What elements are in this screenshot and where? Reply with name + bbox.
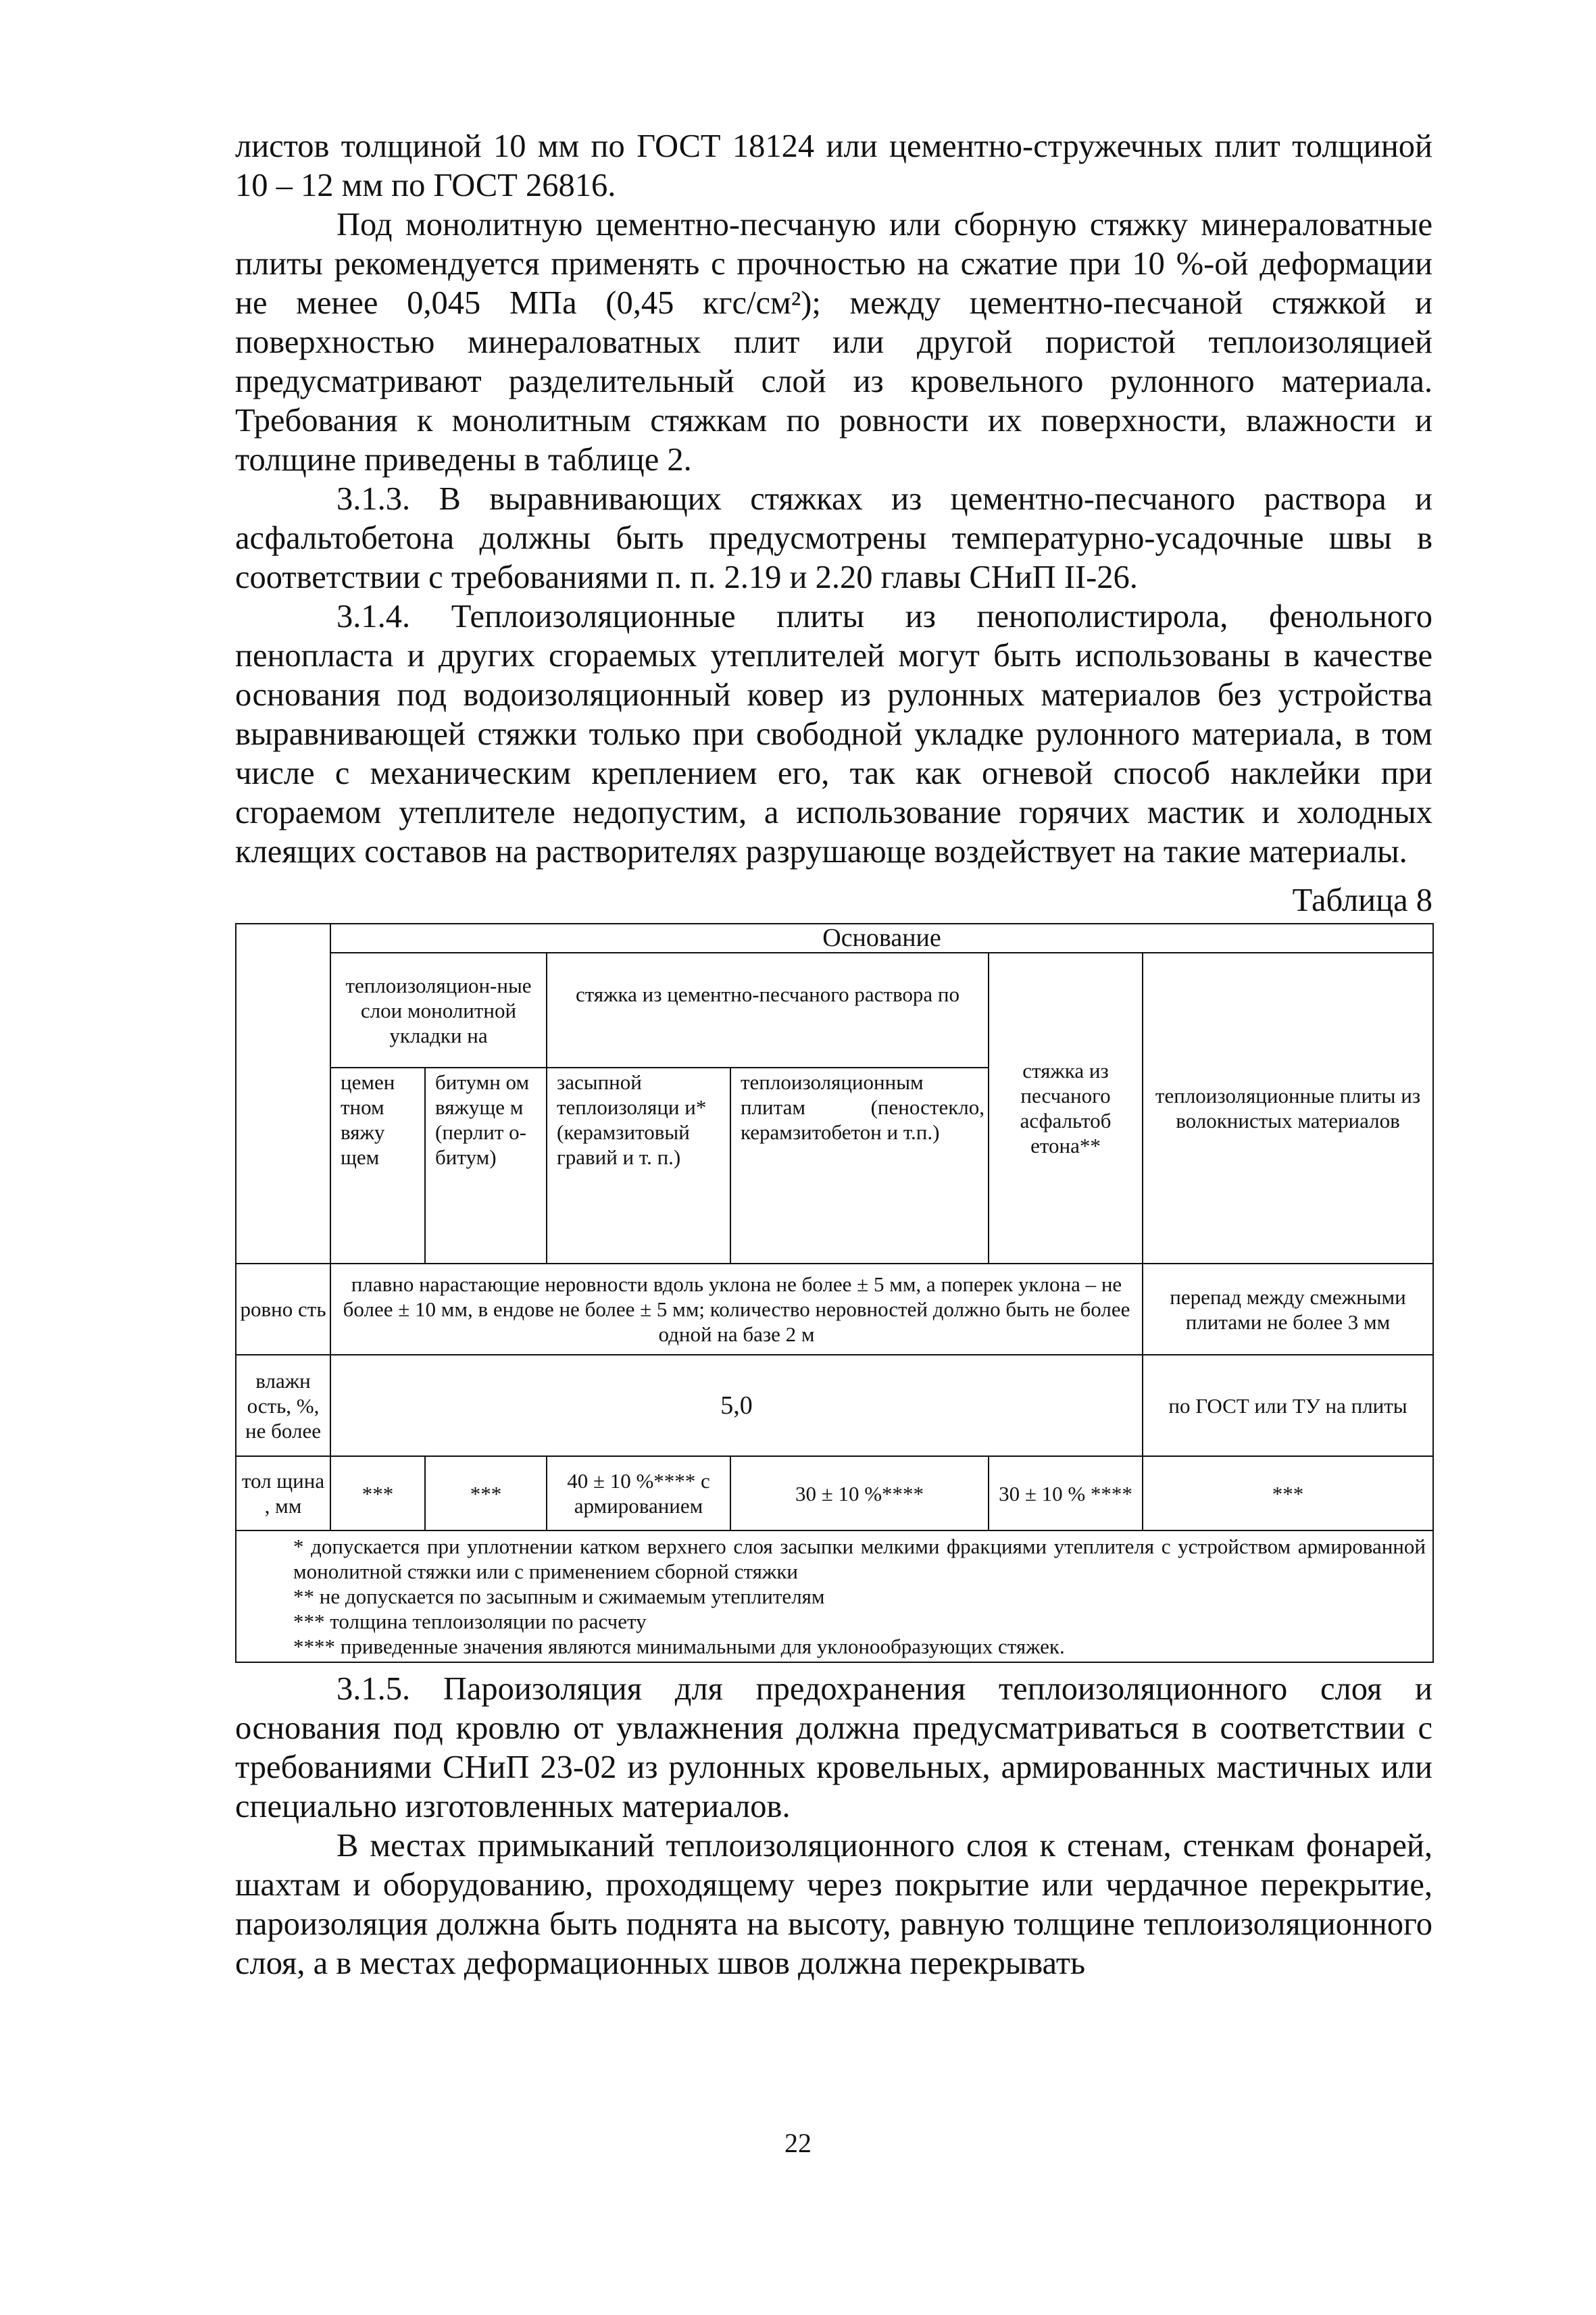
table-notes <box>236 1530 1433 1662</box>
header-monolit: теплоизоляцион-ные слои монолитной укладки на <box>330 953 547 1068</box>
sub-plity: теплоизоляционным плитам (пеностекло, керамзитобетон и т.п.) <box>730 1068 989 1264</box>
requirements-table <box>235 923 1434 1663</box>
header-volokno: теплоизоляционные плиты из волокнистых материалов <box>1143 953 1433 1264</box>
tolshina-bitum: *** <box>425 1456 547 1530</box>
row-label-tolshina: тол щина , мм <box>236 1456 330 1530</box>
note-3: *** толщина теплоизоляции по расчету <box>293 1610 647 1633</box>
tolshina-asfalt: 30 ± 10 % **** <box>989 1456 1143 1530</box>
header-osnovanie: Основание <box>330 924 1433 953</box>
vlazhnost-volokno: по ГОСТ или ТУ на плиты <box>1143 1355 1433 1456</box>
paragraph-primykaniya: В местах примыканий теплоизоляционного слоя к стенам, стенкам фонарей, шахтам и оборудованию, проходящему через покрытие или чердачное перекрытие, пароизоляция должна быть поднята на высоту, равную толщине теплоизоляционного слоя, а в местах деформационных швов должна перекрывать <box>235 1828 1432 1981</box>
header-styazhka-cp: стяжка из цементно-песчаного раствора по <box>547 953 989 1068</box>
tolshina-zasyp: 40 ± 10 %**** с армированием <box>547 1456 730 1530</box>
paragraph-3-1-4: 3.1.4. Теплоизоляционные плиты из пенополистирола, фенольного пенопласта и других сгораемых утеплителей могут быть использованы в качестве основания под водоизоляционный ковер из рулонных материалов без устройства выравнивающей стяжки только при свободной укладке рулонного материала, в том числе с механическим креплением его, так как огневой способ наклейки при сгораемом утеплителе недопустим, а использование горячих мастик и холодных клеящих составов на растворителях разрушающе воздействует на такие материалы. <box>235 599 1432 870</box>
sub-bitum: битумн ом вяжуще м (перлит о-битум) <box>425 1068 547 1264</box>
header-asfalt: стяжка из песчаного асфальтоб етона** <box>989 953 1143 1264</box>
sub-cement: цемен тном вяжу щем <box>330 1068 425 1264</box>
document-page <box>235 127 1432 1983</box>
note-1: * допускается при уплотнении катком верхнего слоя засыпки мелкими фракциями утеплителя с устройством армированной монолитной стяжки или с применением сборной стяжки <box>293 1535 1426 1583</box>
sub-zasyp: засыпной теплоизоляци и* (керамзитовый гравий и т. п.) <box>547 1068 730 1264</box>
paragraph-continuation: листов толщиной 10 мм по ГОСТ 18124 или цементно-стружечных плит толщиной 10 – 12 мм по ГОСТ 26816. <box>235 128 1432 203</box>
paragraph-3-1-3: 3.1.3. В выравнивающих стяжках из цементно-песчаного раствора и асфальтобетона должны быть предусмотрены температурно-усадочные швы в соответствии с требованиями п. п. 2.19 и 2.20 главы СНиП II-26. <box>235 481 1432 595</box>
tolshina-cement: *** <box>330 1456 425 1530</box>
rovnost-value: плавно нарастающие неровности вдоль уклона не более ± 5 мм, а поперек уклона – не более ± 10 мм, в ендове не более ± 5 мм; количество неровностей должно быть не более одной на базе 2 м <box>330 1264 1143 1355</box>
note-2: ** не допускается по засыпным и сжимаемым утеплителям <box>293 1585 825 1608</box>
row-label-rovnost: ровно сть <box>236 1264 330 1355</box>
tolshina-plity: 30 ± 10 %**** <box>730 1456 989 1530</box>
table-caption: Таблица 8 <box>1292 882 1432 918</box>
vlazhnost-value: 5,0 <box>330 1355 1143 1456</box>
page-number: 22 <box>784 2128 812 2158</box>
paragraph-mineral-wool: Под монолитную цементно-песчаную или сборную стяжку минераловатные плиты рекомендуется применять с прочностью на сжатие при 10 %-ой деформации не менее 0,045 МПа (0,45 кгс/см²); между цементно-песчаной стяжкой и поверхностью минераловатных плит или другой пористой теплоизоляцией предусматривают разделительный слой из кровельного рулонного материала. Требования к монолитным стяжкам по ровности их поверхности, влажности и толщине приведены в таблице 2. <box>235 207 1432 478</box>
paragraph-3-1-5: 3.1.5. Пароизоляция для предохранения теплоизоляционного слоя и основания под кровлю от увлажнения должна предусматриваться в соответствии с требованиями СНиП 23-02 из рулонных кровельных, армированных мастичных или специально изготовленных материалов. <box>235 1671 1432 1824</box>
table-corner-cell <box>236 924 330 1264</box>
rovnost-volokno: перепад между смежными плитами не более 3 мм <box>1143 1264 1433 1355</box>
note-4: **** приведенные значения являются минимальными для уклонообразующих стяжек. <box>293 1635 1065 1658</box>
tolshina-volokno: *** <box>1143 1456 1433 1530</box>
row-label-vlazhnost: влажн ость, %, не более <box>236 1355 330 1456</box>
